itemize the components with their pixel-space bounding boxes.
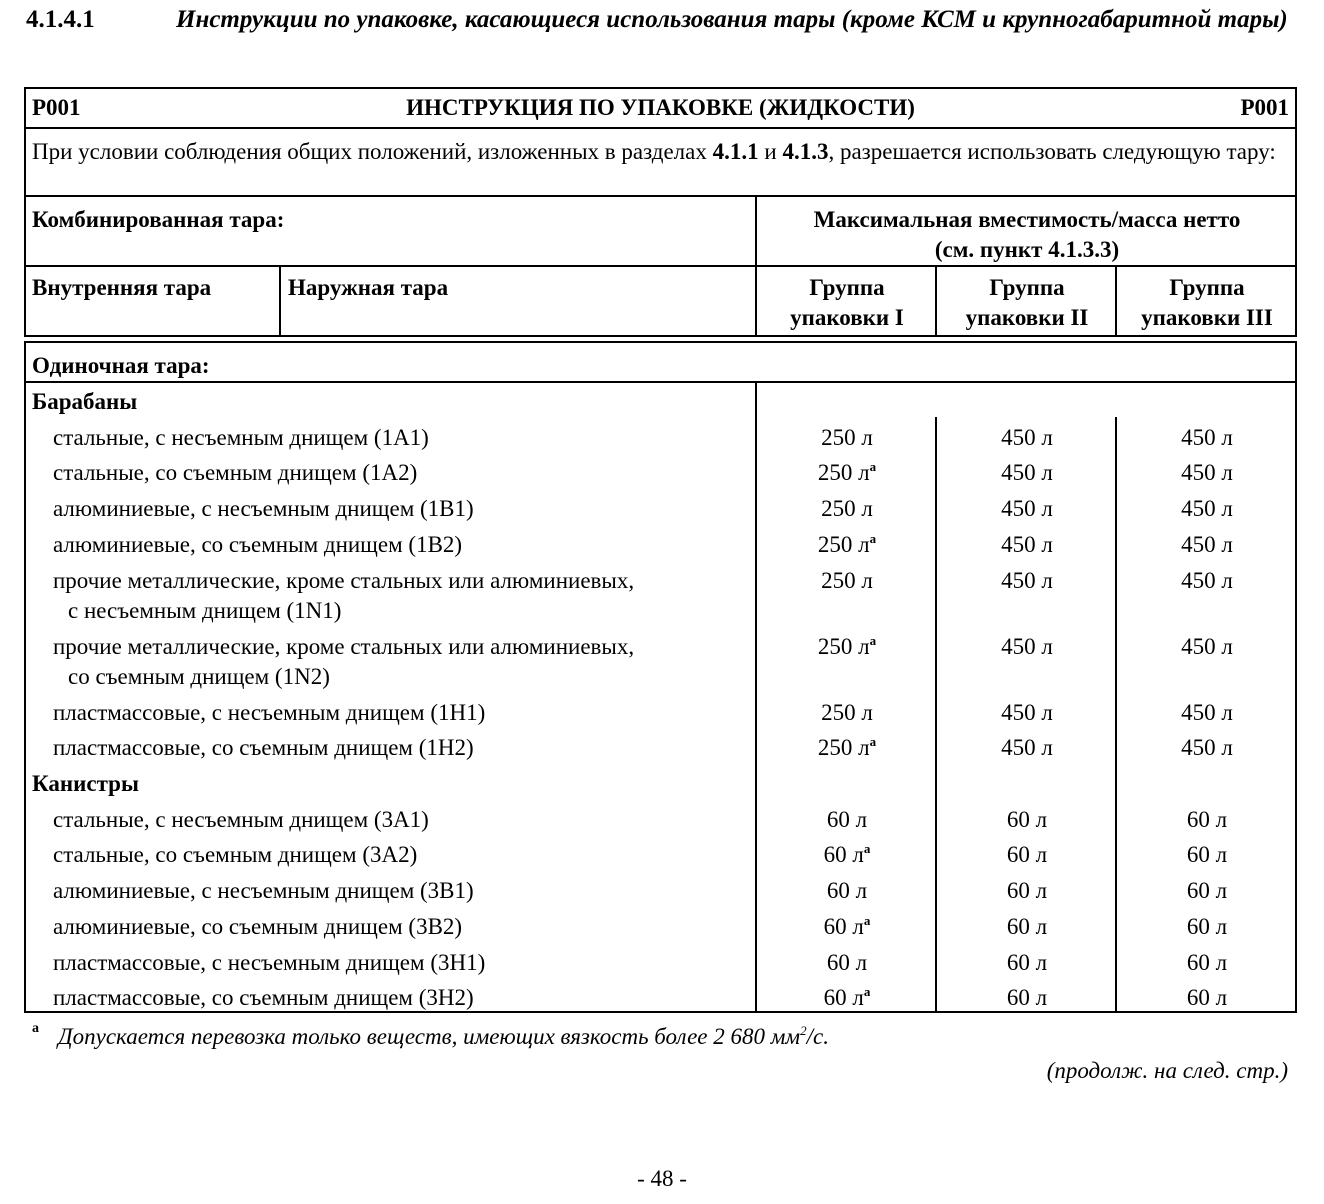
pg3-header: упаковки III [1141,305,1273,330]
combined-packaging-label: Комбинированная тара: [32,207,285,232]
instruction-code-right: P001 [1240,95,1289,120]
drums-title: Барабаны [32,389,138,414]
pg3-value: 60 л [1186,914,1228,939]
jerrican-type-label: стальные, со съемным днищем (3A2) [53,842,418,867]
pg2-value: 60 л [1006,914,1048,939]
pg3-value: 450 л [1181,735,1233,760]
pg2-value: 450 л [1001,425,1053,450]
pg3-value: 450 л [1181,634,1233,659]
section-title: Инструкции по упаковке, касающиеся использования тары (кроме КСМ и крупногабаритной тары) [176,6,1288,33]
pg1-value: 250 л [821,700,873,725]
pg1-value: 60 л [826,807,868,832]
packing-instruction-table [24,87,1297,1013]
pg1-value: 60 л [826,878,868,903]
pg3-value: 60 л [1186,807,1228,832]
pg2-value: 450 л [1001,532,1053,557]
pg2-value: 60 л [1006,807,1048,832]
inner-packaging-label: Внутренняя тара [32,275,212,300]
pg3-value: 450 л [1181,425,1233,450]
jerricans-title: Канистры [32,771,139,796]
drum-type-label: стальные, со съемным днищем (1A2) [53,460,418,485]
jerrican-type-label: алюминиевые, со съемным днищем (3B2) [53,914,463,939]
max-capacity-line2: (см. пункт 4.1.3.3) [934,237,1120,262]
pg1-value: 250 $л^a$ [817,734,877,760]
pg1-value: 250 $л^a$ [817,633,877,659]
drum-type-label: прочие металлические, кроме стальных или алюминиевых, [53,634,635,659]
pg1-header: упаковки I [790,305,904,330]
drum-type-label-cont: со съемным днищем (1N2) [68,664,330,689]
divider [24,195,1297,197]
section-number: 4.1.4.1 [26,6,95,33]
pg2-header: упаковки II [965,305,1089,330]
instruction-title: ИНСТРУКЦИЯ ПО УПАКОВКЕ (ЖИДКОСТИ) [406,95,915,120]
divider [24,381,1297,383]
pg2-value: 450 л [1001,634,1053,659]
pg1-value: 60 $л^a$ [823,913,871,939]
continued-note: (продолж. на след. стр.) [1046,1058,1288,1083]
drum-type-label: пластмассовые, с несъемным днищем (1H1) [53,700,486,725]
pg2-value: 450 л [1001,460,1053,485]
pg3-value: 60 л [1186,878,1228,903]
pg3-value: 450 л [1181,460,1233,485]
footnote-mark: a [32,1021,39,1036]
jerrican-type-label: пластмассовые, с несъемным днищем (3H1) [53,950,486,975]
max-capacity-line1: Максимальная вместимость/масса нетто [813,207,1241,232]
pg3-value: 450 л [1181,496,1233,521]
pg1-value: 250 $л^a$ [817,531,877,557]
pg2-value: 60 л [1006,842,1048,867]
drum-type-label: алюминиевые, с несъемным днищем (1B1) [53,496,474,521]
pg3-value: 450 л [1181,568,1233,593]
pg1-value: 250 л [821,425,873,450]
pg2-value: 450 л [1001,496,1053,521]
pg1-value: 250 л [821,568,873,593]
pg3-header-word: Группа [1169,275,1245,300]
pg2-value: 450 л [1001,568,1053,593]
drum-type-label: прочие металлические, кроме стальных или алюминиевых, [53,568,635,593]
instruction-title-row [24,87,1297,129]
drum-type-label: алюминиевые, со съемным днищем (1B2) [53,532,463,557]
pg1-value: 60 $л^a$ [823,984,871,1010]
pg2-header-word: Группа [989,275,1065,300]
pg1-value: 60 $л^a$ [823,841,871,867]
pg1-header-word: Группа [809,275,885,300]
jerrican-type-label: стальные, с несъемным днищем (3A1) [53,807,429,832]
divider [24,265,1297,267]
pg2-value: 450 л [1001,700,1053,725]
jerrican-type-label: пластмассовые, со съемным днищем (3H2) [53,985,474,1010]
footnote-text: Допускается перевозка только веществ, имеющих вязкость более 2 680 $мм^2/с$. [58,1023,829,1049]
pg2-value: 60 л [1006,985,1048,1010]
pg1-value: 250 л [821,496,873,521]
drum-type-label: пластмассовые, со съемным днищем (1H2) [53,735,474,760]
pg3-value: 450 л [1181,700,1233,725]
page-number: - 48 - [637,1166,687,1191]
pg2-value: 60 л [1006,878,1048,903]
intro-text: При условии соблюдения общих положений, изложенных в разделах 4.1.1 и 4.1.3, разрешается использовать следующую тару: [32,139,1276,164]
pg1-value: 250 $л^a$ [817,459,877,485]
drum-type-label-cont: с несъемным днищем (1N1) [68,598,342,623]
pg2-value: 450 л [1001,735,1053,760]
pg3-value: 60 л [1186,985,1228,1010]
outer-packaging-label: Наружная тара [288,275,449,300]
divider [279,265,281,337]
pg3-value: 60 л [1186,950,1228,975]
single-packaging-title: Одиночная тара: [32,353,210,378]
pg3-value: 450 л [1181,532,1233,557]
pg1-value: 60 л [826,950,868,975]
pg2-value: 60 л [1006,950,1048,975]
jerrican-type-label: алюминиевые, с несъемным днищем (3B1) [53,878,474,903]
pg3-value: 60 л [1186,842,1228,867]
drum-type-label: стальные, с несъемным днищем (1A1) [53,425,429,450]
instruction-code-left: P001 [32,95,81,120]
